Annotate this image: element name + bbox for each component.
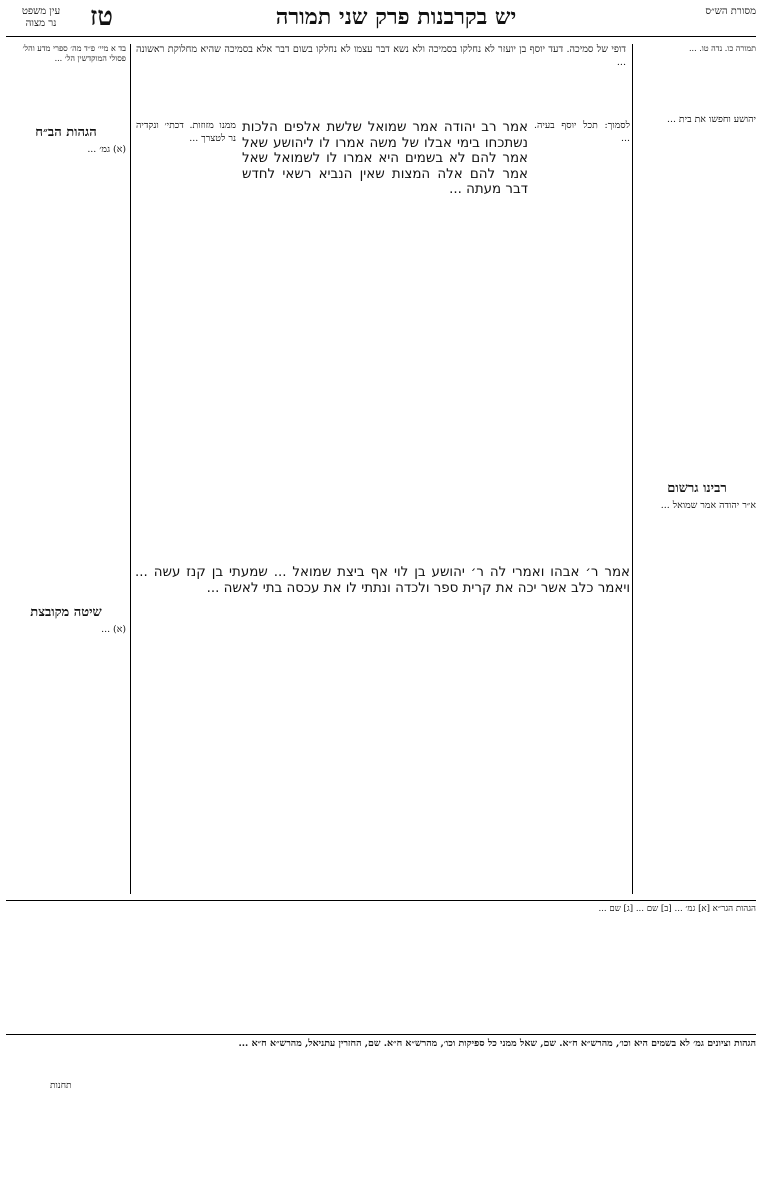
- separator-left: [130, 44, 131, 894]
- footer-catchword: תחנות: [50, 1081, 72, 1091]
- shita-mekubetzet-title: שיטה מקובצת: [30, 605, 102, 620]
- haghot-vetziyunim-text: גמ׳ לא בשמים היא וכו׳, מהרש״א ח״א. שם, שאל ממני כל ספיקות וכו׳, מהרש״א ח״א. שם, החזרין עתניאל, מהרש״א ח״א ...: [238, 1038, 704, 1049]
- ein-mishpat-heading: עין משפט נר מצוה: [21, 6, 61, 29]
- masoret-hashas-column: תמורה כו. נדה טו. ...: [689, 44, 756, 53]
- bottom-rule: [6, 1034, 756, 1035]
- shita-mekubetzet-column: [6, 604, 126, 1194]
- separator-right: [632, 44, 633, 894]
- rashi-column: לסמוך: תכל יוסף בעיה. ...: [534, 120, 630, 144]
- gemara-lower-text: אמר ר׳ אבהו ואמרי לה ר׳ יהושע בן לוי אף ביצת שמואל ... שמעתי בן קנז עשה ... ויאמר כלב אשר יכה את קרית ספר ולכדה ונתתי לו את עכסה בתי לאשה ...: [135, 565, 630, 596]
- hagahot-hagra-notes: הגהות הגר״א [א] גמ׳ ... [ב] שם ... [ג] שם ...: [6, 900, 756, 1034]
- rabbeinu-gershom-text: א״ר יהודה אמר שמואל ...: [660, 499, 756, 511]
- shita-mekubetzet-text: (א) ...: [101, 623, 126, 635]
- haghot-vetziyunim: [6, 1038, 756, 1074]
- ein-mishpat-column: בד א מיי׳ פ״ד מה׳ ספרי מדע והל׳ פסולי המוקדשין הל׳ ...: [22, 44, 126, 63]
- rabbeinu-gershom-title: רבינו גרשום: [667, 481, 727, 496]
- haghot-habach-title: הגהות הב״ח: [35, 125, 97, 140]
- rashi-top-block: דופי של סמיכה. דעד יוסף בן יועזר לא נחלקו בסמיכה ולא נשא דבר עצמו לא נחלקו בשום דבר אלא בסמיכה שהיא מחלוקת ראשונה ...: [136, 44, 626, 68]
- header-rule: [6, 36, 756, 37]
- gemara-main-text: אמר רב יהודה אמר שמואל שלשת אלפים הלכות נשתכחו בימי אבלו של משה אמרו לו ליהושע שאל אמר להם לא בשמים היא אמרו לו לשמואל שאל אמר להם אלה המצות שאין הנביא רשאי לחדש דבר מעתה ...: [242, 120, 528, 198]
- rashi-side-column: יהושע וחפשו את בית ...: [667, 114, 756, 125]
- page-header: [6, 4, 756, 40]
- haghot-vetziyunim-title: הגהות וציונים: [707, 1038, 756, 1049]
- page-title: יש בקרבנות פרק שני תמורה: [275, 4, 517, 30]
- haghot-habach-text: (א) גמ׳ ...: [87, 143, 126, 155]
- haghot-habach-column: [6, 124, 126, 604]
- folio-number: טז: [90, 2, 113, 32]
- tosafot-column: ממנו מזוזות. דכתי׳ ונקדיה נר לטצרך ...: [136, 120, 236, 144]
- masoret-heading: מסורת הש״ס: [705, 6, 756, 17]
- rabbeinu-gershom-column: [638, 480, 756, 910]
